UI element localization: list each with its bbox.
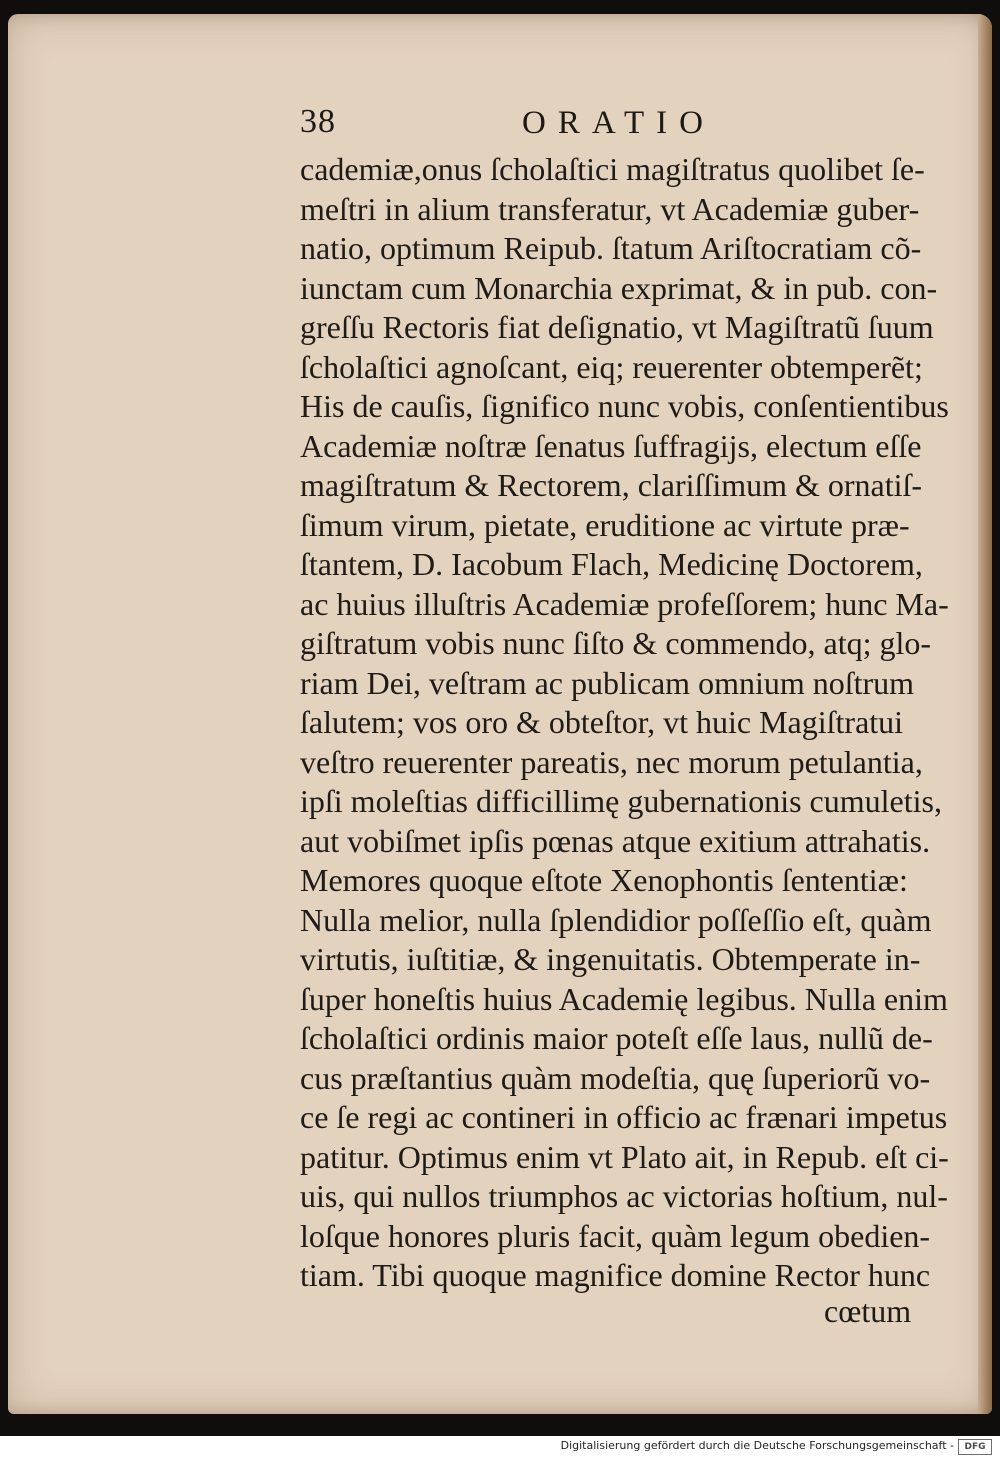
- text-line: cademiæ,onus ſcholaſtici magiſtratus quolibet ſe-: [300, 151, 925, 187]
- text-line: Memores quoque eſtote Xenophontis ſententiæ:: [300, 862, 908, 898]
- text-line: natio, optimum Reipub. ſtatum Ariſtocratiam cõ-: [300, 230, 922, 266]
- text-line: Nulla melior, nulla ſplendidior poſſeſſio eſt, quàm: [300, 901, 932, 938]
- text-line: loſque honores pluris facit, quàm legum obedien-: [300, 1217, 931, 1254]
- dfg-logo-icon: DFG: [958, 1439, 992, 1455]
- body-text: [300, 150, 965, 1296]
- text-line: ſcholaſtici agnoſcant, eiq; reuerenter obtemperẽt;: [300, 348, 923, 385]
- catchword: cœtum: [824, 1293, 912, 1329]
- text-line: riam Dei, veſtram ac publicam omnium noſtrum: [300, 664, 915, 701]
- text-line: giſtratum vobis nunc ſiſto & commendo, atq; glo-: [300, 625, 932, 661]
- text-line: virtutis, iuſtitiæ, & ingenuitatis. Obtemperate in-: [300, 941, 921, 977]
- text-line: ſalutem; vos oro & obteſtor, vt huic Magiſtratui: [300, 704, 904, 740]
- text-line: greſſu Rectoris fiat deſignatio, vt Magiſtratũ ſuum: [300, 309, 934, 345]
- text-line: veſtro reuerenter pareatis, nec morum petulantia,: [300, 743, 923, 780]
- text-line: iunctam cum Monarchia exprimat, & in pub. con-: [300, 269, 938, 306]
- text-line: tiam. Tibi quoque magnifice domine Rector hunc: [300, 1257, 931, 1293]
- footer-bar: [0, 1436, 1000, 1457]
- text-line: His de cauſis, ſignifico nunc vobis, conſentientibus: [300, 388, 949, 424]
- text-line: ipſi moleſtias difficillimę gubernationis cumuletis,: [300, 783, 942, 819]
- text-line: ſuper honeſtis huius Academię legibus. Nulla enim: [300, 980, 948, 1017]
- text-line: ce ſe regi ac contineri in officio ac frænari impetus: [300, 1099, 948, 1135]
- text-line: magiſtratum & Rectorem, clariſſimum & ornatiſ-: [300, 467, 923, 503]
- running-title: ORATIO: [522, 105, 715, 141]
- text-line: cus præſtantius quàm modeſtia, quę ſuperiorũ vo-: [300, 1059, 931, 1096]
- text-line: uis, qui nullos triumphos ac victorias hoſtium, nul-: [300, 1178, 948, 1214]
- text-line: patitur. Optimus enim vt Plato ait, in Repub. eſt ci-: [300, 1138, 949, 1175]
- text-line: aut vobiſmet ipſis pœnas atque exitium attrahatis.: [300, 822, 931, 859]
- footer-credit: Digitalisierung gefördert durch die Deutsche Forschungsgemeinschaft -: [560, 1439, 954, 1452]
- text-line: ac huius illuſtris Academiæ profeſſorem; hunc Ma-: [300, 585, 949, 622]
- text-line: ſtantem, D. Iacobum Flach, Medicinę Doctorem,: [300, 546, 923, 582]
- page-number: 38: [300, 103, 336, 140]
- text-line: ſcholaſtici ordinis maior poteſt eſſe laus, nullũ de-: [300, 1020, 933, 1056]
- page-header: [300, 103, 960, 151]
- text-line: Academiæ noſtræ ſenatus ſuffragijs, electum eſſe: [300, 427, 922, 464]
- text-line: meſtri in alium transferatur, vt Academiæ guber-: [300, 190, 920, 227]
- text-line: ſimum virum, pietate, eruditione ac virtute præ-: [300, 506, 910, 543]
- page-edge: [978, 14, 992, 1414]
